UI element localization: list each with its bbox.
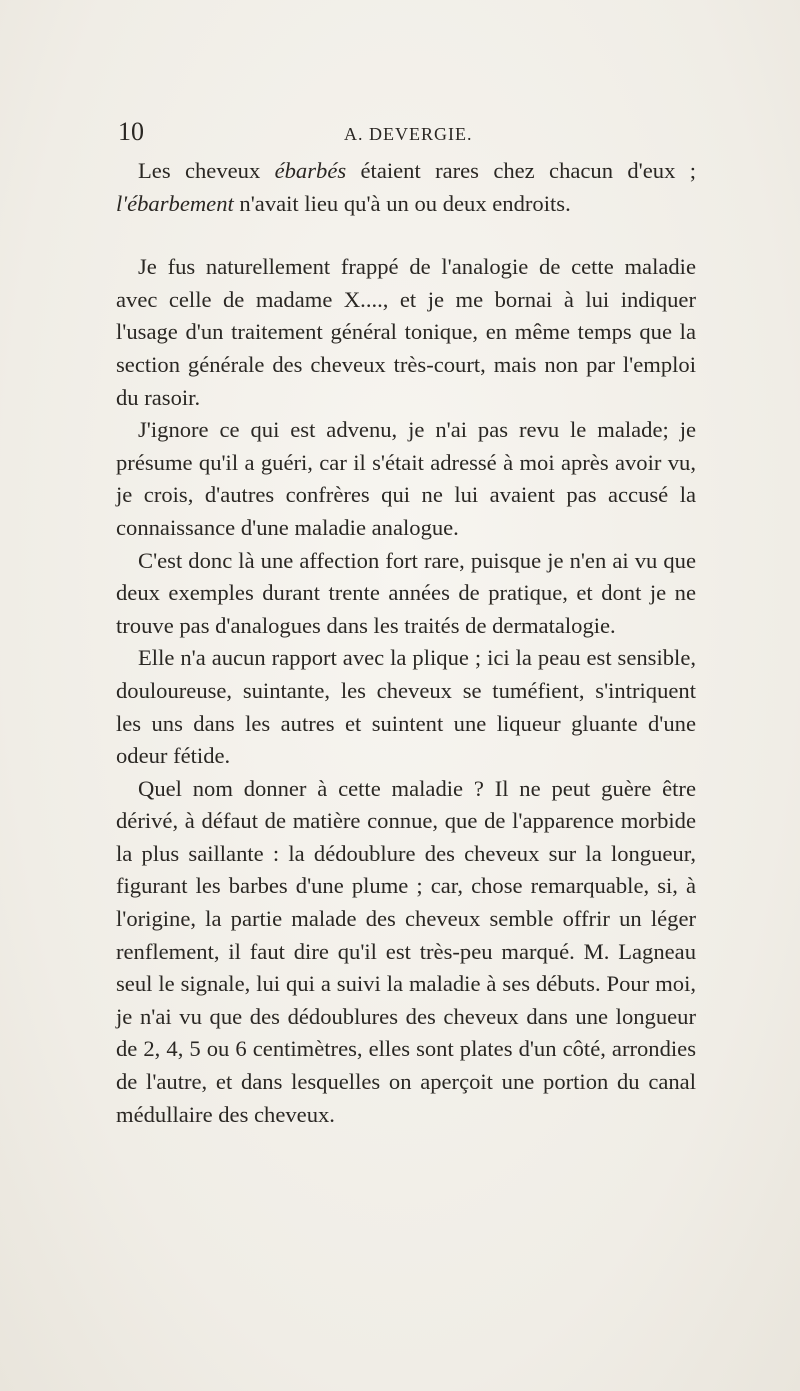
page-number: 10	[118, 117, 144, 146]
paragraph-5: Elle n'a aucun rapport avec la plique ; ici la peau est sensible, douloureuse, suintante, les cheveux se tuméfient, s'intriquent les uns dans les autres et suintent une liqueur gluante d'une odeur fétide.	[116, 645, 696, 769]
italic-term-ebarbes: ébarbés	[274, 158, 347, 183]
running-title: A. DEVERGIE.	[344, 124, 473, 144]
paragraph-4: C'est donc là une affection fort rare, puisque je n'en ai vu que deux exemples durant trente années de pratique, et dont je ne trouve pas d'analogues dans les traités de dermatalogie.	[116, 547, 696, 638]
body-text	[116, 155, 696, 1131]
italic-term-ebarbement: l'ébarbement	[116, 190, 234, 216]
running-head	[118, 117, 696, 147]
paragraph-6: Quel nom donner à cette maladie ? Il ne peut guère être dérivé, à défaut de matière connue, que de l'apparence morbide la plus saillante : la dédoublure des cheveux sur la longueur, figurant les barbes d'une plume ; car, chose remarquable, si, à l'origine, la partie malade des cheveux semble offrir un léger renflement, il faut dire qu'il est très-peu marqué. M. Lagneau seul le signale, lui qui a suivi la maladie à ses débuts. Pour moi, je n'ai vu que des dédoublures des cheveux dans une longueur de 2, 4, 5 ou 6 centimètres, elles sont plates d'un côté, arrondies de l'autre, et dans lesquelles on aperçoit une portion du canal médullaire des cheveux.	[116, 775, 696, 1127]
paragraph-3: J'ignore ce qui est advenu, je n'ai pas revu le malade; je présume qu'il a guéri, car il s'était adressé à moi après avoir vu, je crois, d'autres confrères qui ne lui avaient pas accusé la connaissance d'une maladie analogue.	[116, 417, 696, 540]
paragraph-1: Les cheveux ébarbés étaient rares chez chacun d'eux ; l'ébarbement n'avait lieu qu'à un ou deux endroits.	[116, 158, 696, 216]
paragraph-2: Je fus naturellement frappé de l'analogie de cette maladie avec celle de madame X...., et je me bornai à lui indiquer l'usage d'un traitement général tonique, en même temps que la section générale des cheveux très-court, mais non par l'emploi du rasoir.	[116, 254, 696, 410]
